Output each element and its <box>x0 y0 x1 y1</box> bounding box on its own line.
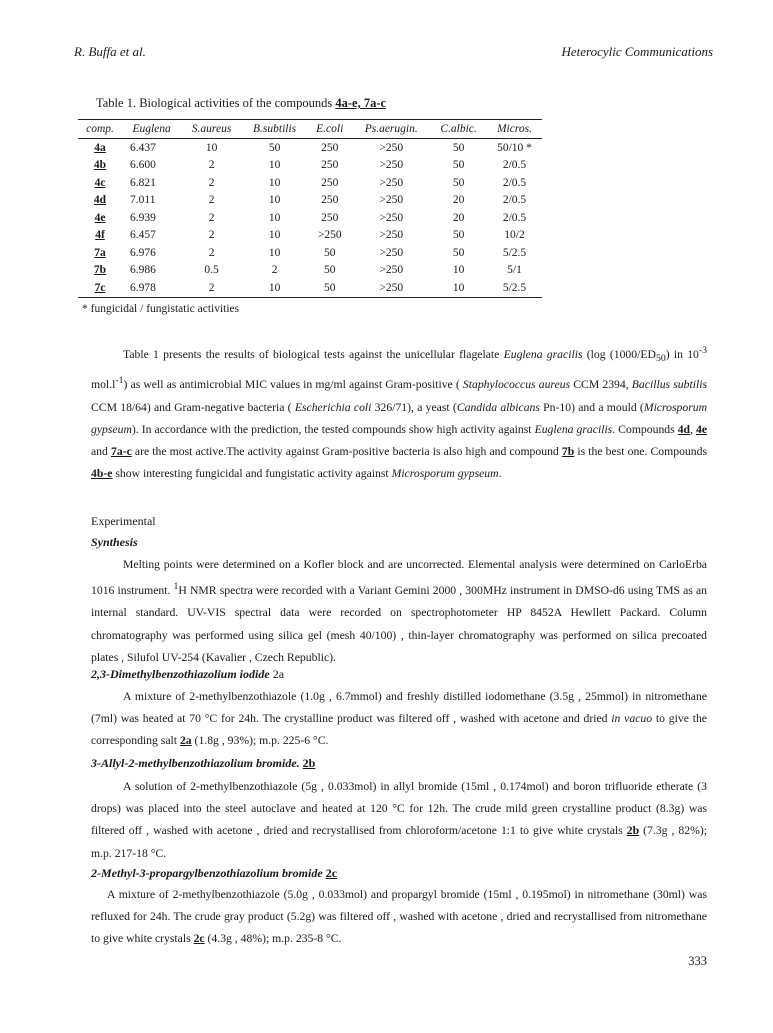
table-cell: 2/0.5 <box>502 159 527 172</box>
table-cell: 5/2.5 <box>502 281 527 294</box>
table-cell: 10 <box>452 281 465 294</box>
table-cell: 10 <box>268 211 281 224</box>
table-cell: >250 <box>317 229 342 242</box>
table-header-row <box>78 120 542 139</box>
table-cell: 2 <box>208 281 215 294</box>
table-cell: 6.437 <box>130 141 156 154</box>
compound-2c-procedure: A mixture of 2-methylbenzothiazole (5.0g , 0.033mol) and propargyl bromide (15ml , 0.195mol) in nitromethane (30ml) was refluxed for 24h. The crude gray product (5.2g) was filtered off , washed with acetone , dried and recrystallised from nitromethane to give white crystals 2c (4.3g , 48%); m.p. 235-8 °C. <box>91 888 707 946</box>
table-cell: 50 <box>452 229 465 242</box>
compound-cell: 4a <box>94 141 106 154</box>
table-cell: 5/2.5 <box>502 246 527 259</box>
table-cell: 10 <box>452 264 465 277</box>
results-paragraph: Table 1 presents the results of biological tests against the unicellular flagelate Euglena gracilis (log $(1000/ED_{50})$ in $10^{-3}$ $mol.l^{-1}$) as well as antimicrobial MIC values in mg/ml against Gram-positive ( Staphylococcus aureus CCM 2394, Bacillus subtilis CCM 18/64) and Gram-negative bacteria ( Escherichia coli 326/71), a yeast (Candida albicans Pn-10) and a mould (Microsporum gypseum). In accordance with the prediction, the tested compounds show high activity against Euglena gracilis. Compounds 4d, 4e and 7a-c are the most active.The activity against Gram-positive bacteria is also high and compound 7b is the best one. Compounds 4b-e show interesting fungicidal and fungistatic activity against Microsporum gypseum. <box>91 345 708 481</box>
table-cell: 2/0.5 <box>502 176 527 189</box>
table-row <box>78 157 542 175</box>
table-cell: >250 <box>379 141 404 154</box>
compound-cell: 4d <box>93 194 107 207</box>
compound-cell: 4b <box>93 159 107 172</box>
table-cell: 10 <box>268 281 281 294</box>
synthesis-heading: Synthesis <box>91 535 138 549</box>
column-header: B.subtilis <box>253 123 297 135</box>
compound-2a-heading: 2,3-Dimethylbenzothiazolium iodide 2a <box>91 667 285 681</box>
table-row <box>78 192 542 210</box>
table-cell: 6.939 <box>130 211 156 224</box>
column-header: E.coli <box>316 123 344 135</box>
table-cell: 10 <box>268 194 281 207</box>
table-cell: 50 <box>452 141 465 154</box>
table-cell: 6.821 <box>130 176 156 189</box>
table-cell: 50 <box>268 141 281 154</box>
compound-cell: 4f <box>95 229 105 242</box>
column-header: comp. <box>86 123 114 135</box>
table-cell: 50 <box>452 159 465 172</box>
compound-cell: 7b <box>93 264 107 277</box>
page-number: 333 <box>688 954 707 968</box>
running-head-authors: R. Buffa et al. <box>74 44 146 59</box>
compound-cell: 7c <box>94 281 106 294</box>
table-cell: 2 <box>208 159 215 172</box>
table-cell: 0.5 <box>204 264 219 277</box>
table-cell: 50 <box>452 176 465 189</box>
table-caption-text: Biological activities of the compounds <box>139 96 333 110</box>
table-cell: 10 <box>268 246 281 259</box>
table-cell: >250 <box>379 281 404 294</box>
table-cell: >250 <box>379 246 404 259</box>
column-header: C.albic. <box>440 123 477 135</box>
table-cell: 50 <box>323 246 336 259</box>
table-cell: 6.457 <box>130 229 156 242</box>
table-cell: 6.976 <box>130 246 156 259</box>
column-header: Euglena <box>132 123 171 135</box>
table-row <box>78 139 542 157</box>
table-cell: 250 <box>321 194 339 207</box>
table-body <box>78 139 542 298</box>
table-cell: 50/10 * <box>497 141 532 154</box>
compound-cell: 7a <box>94 246 106 259</box>
column-header: S.aureus <box>191 123 232 135</box>
table-cell: 250 <box>321 159 339 172</box>
table-row <box>78 244 542 262</box>
general-methods-paragraph: Melting points were determined on a Kofler block and are uncorrected. Elemental analysis were determined on CarloErba 1016 instrument. $^1$H NMR spectra were recorded with a Variant Gemini 2000 , 300MHz instrument in DMSO-d6 using TMS as an internal standard. UV-VIS spectral data were recorded on spectrophotometer HP 8452A Hewllett Packard. Column chromatography was performed using silica gel (mesh 40/100) , thin-layer chromatography was performed on silica precoated plates , Silufol UV-254 (Kavalier , Czech Republic). <box>91 558 707 664</box>
compound-cell: 4c <box>94 176 106 189</box>
table-cell: 10 <box>205 141 218 154</box>
table-cell: 20 <box>452 194 465 207</box>
table-cell: >250 <box>379 176 404 189</box>
table-cell: 10/2 <box>504 229 525 242</box>
table-caption-label: Table 1. <box>96 96 137 110</box>
table-cell: 2 <box>271 264 278 277</box>
compound-cell: 4e <box>94 211 106 224</box>
column-header: Micros. <box>496 123 532 135</box>
table-cell: 20 <box>452 211 465 224</box>
table-row <box>78 227 542 245</box>
running-head-journal: Heterocylic Communications <box>561 44 713 59</box>
table-cell: 2 <box>208 229 215 242</box>
table-cell: 6.986 <box>130 264 156 277</box>
table-cell: 50 <box>323 281 336 294</box>
table-cell: 6.600 <box>130 159 156 172</box>
compound-2b-procedure: A solution of 2-methylbenzothiazole (5g , 0.033mol) in allyl bromide (15ml , 0.174mol) and boron trifluoride etherate (3 drops) was placed into the steel autoclave and heated at 120 °C for 12h. The crude mild green crystalline product (8.3g) was filtered off , washed with acetone , dried and recrystallised from chloroform/acetone 1:1 to give white crystals 2b (7.3g , 82%); m.p. 217-18 °C. <box>91 780 707 860</box>
table-row <box>78 262 542 280</box>
table-cell: 5/1 <box>507 264 522 277</box>
table-cell: 10 <box>268 159 281 172</box>
compound-2a-procedure: A mixture of 2-methylbenzothiazole (1.0g , 6.7mmol) and freshly distilled iodomethane (3.5g , 25mmol) in nitromethane (7ml) was heated at 70 °C for 24h. The crystalline product was filtered off , washed with acetone and dried in vacuo to give the corresponding salt 2a (1.8g , 93%); m.p. 225-6 °C. <box>91 690 707 748</box>
compound-2c-heading: 2-Methyl-3-propargylbenzothiazolium bromide 2c <box>91 866 338 880</box>
compound-2b-heading: 3-Allyl-2-methylbenzothiazolium bromide. 2b <box>91 756 316 770</box>
table-cell: 10 <box>268 229 281 242</box>
table-cell: 2 <box>208 246 215 259</box>
table-row <box>78 279 542 297</box>
table-row <box>78 174 542 192</box>
table-cell: 2 <box>208 194 215 207</box>
table-caption <box>96 96 386 111</box>
table-cell: >250 <box>379 229 404 242</box>
table-caption-compounds: 4a-e, 7a-c <box>335 96 387 110</box>
table-cell: 250 <box>321 176 339 189</box>
table-cell: >250 <box>379 211 404 224</box>
table-cell: 2 <box>208 211 215 224</box>
biological-activity-table <box>78 119 542 298</box>
table-cell: 2/0.5 <box>502 194 527 207</box>
table-cell: 50 <box>452 246 465 259</box>
table-footnote: * fungicidal / fungistatic activities <box>82 303 240 315</box>
experimental-heading: Experimental <box>91 514 156 528</box>
table-cell: >250 <box>379 264 404 277</box>
table-cell: 2 <box>208 176 215 189</box>
table-cell: >250 <box>379 194 404 207</box>
table-cell: 250 <box>321 211 339 224</box>
table-cell: 10 <box>268 176 281 189</box>
column-header: Ps.aerugin. <box>364 123 418 135</box>
table-cell: >250 <box>379 159 404 172</box>
table-cell: 2/0.5 <box>502 211 527 224</box>
table-cell: 6.978 <box>130 281 156 294</box>
table-row <box>78 209 542 227</box>
table-cell: 7.011 <box>130 194 156 207</box>
table-cell: 250 <box>321 141 339 154</box>
table-cell: 50 <box>323 264 336 277</box>
